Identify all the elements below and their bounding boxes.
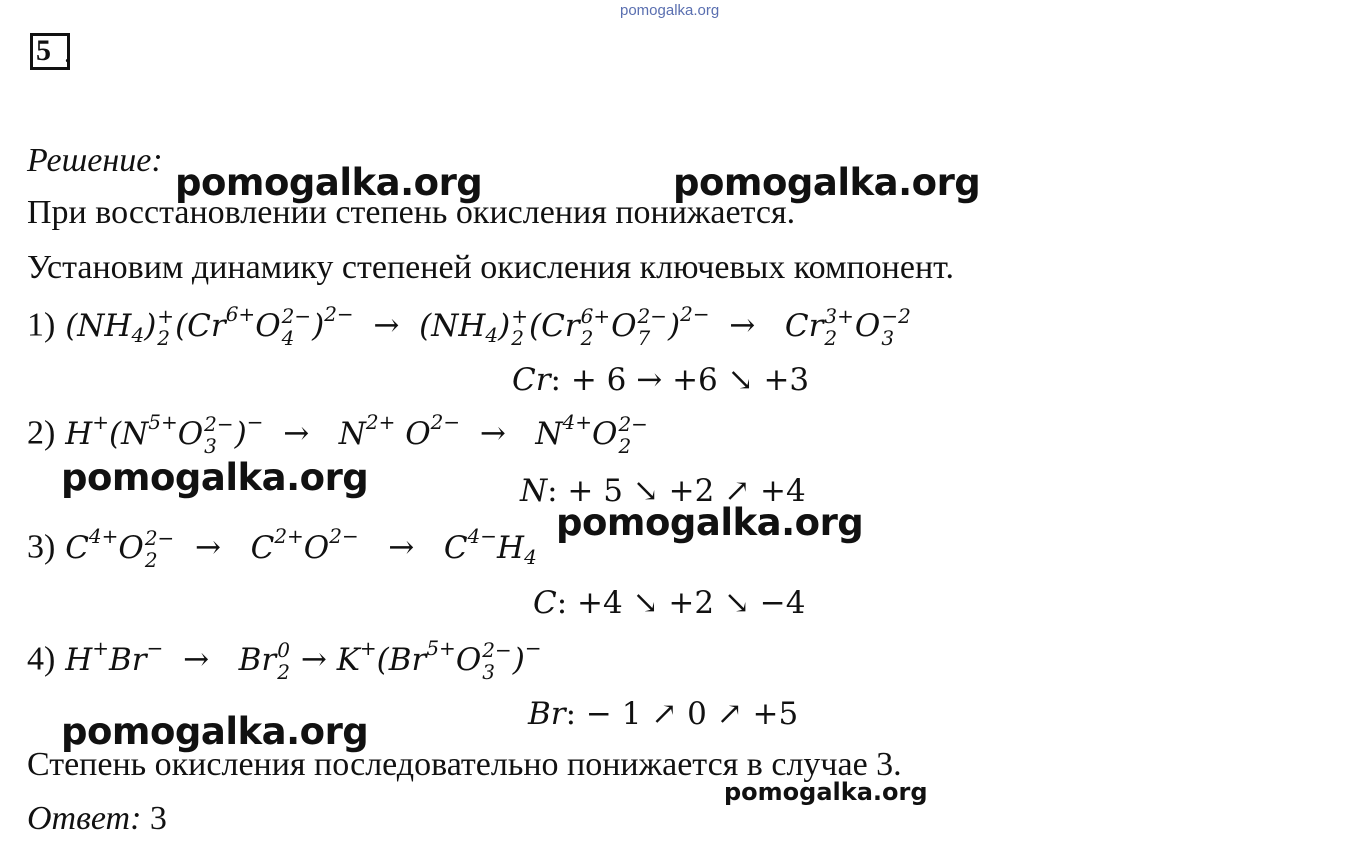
solution-label: Решение: [27, 142, 163, 179]
formula-chromium-oxide: Cr 3+ 2 O −2 3 [784, 304, 911, 350]
formula-ammonium-chromate: $(NH_4)$ + 2 ($Cr^{6+}O$ 2− 4 )$^{2-}$ [65, 301, 354, 350]
formula-nitric-acid: $H^+(N^{5+}O$ 2− 3 )− [65, 409, 264, 458]
conclusion-text: Степень окисления последовательно понижается в случае 3. [27, 746, 902, 783]
case-label-4: 4) [27, 640, 56, 678]
answer-value: 3 [149, 800, 167, 837]
formula-hydrobromic-acid: H+Br− [65, 635, 164, 678]
dynamics-element-3: C [533, 585, 557, 621]
text-line-dynamics: Установим динамику степеней окисления ключевых компонент. [27, 249, 954, 286]
dynamics-sequence-1: : + 6 → +6 ↘ +3 [550, 362, 810, 398]
formula-bromine: Br 0 2 [238, 638, 290, 684]
answer-label: Ответ: [27, 800, 142, 837]
formula-carbon-dioxide: $C^{4+}O$ 2− 2 [65, 523, 175, 572]
watermark: pomogalka.org [61, 710, 369, 753]
answer-line [27, 800, 167, 838]
dynamics-element-2: N [520, 473, 548, 509]
formula-methane: $C^{4-}H_4$ [443, 523, 537, 569]
equation-case-1: 1) $(NH_4)$ + 2 ($Cr^{6+}O$ 2− 4 )$^{2-} \to (NH_4)$ + 2 (Cr 6+ 2 O 2− 7 )$^{2-}$ → Cr 3+ 2 O −2 3 [27, 301, 911, 350]
formula-carbon-monoxide: $C^{2+}O^{2-}$ [250, 523, 359, 566]
dynamics-case-1 [512, 362, 809, 398]
watermark: pomogalka.org [673, 161, 981, 204]
formula-potassium-bromate: $K^+(Br^{5+}O$ 2− 3 )− [336, 635, 542, 684]
dynamics-sequence-3: : +4 ↘ +2 ↘ −4 [556, 585, 806, 621]
case-label-2: 2) [27, 414, 56, 452]
task-number-dot: . [64, 38, 71, 69]
watermark: pomogalka.org [556, 501, 864, 544]
watermark: pomogalka.org [724, 778, 928, 806]
formula-nitrogen-dioxide: $N^{4+}O$ 2− 2 [535, 409, 648, 458]
dynamics-element-4: Br [528, 696, 566, 732]
equation-case-3: 3) $C^{4+}O$ 2− 2 → $C^{2+}O^{2-} \to C^{4-}H_4$ [27, 523, 537, 572]
formula-ammonium-dichromate: $(NH_4)$ + 2 (Cr 6+ 2 O 2− 7 )$^{2-}$ [419, 301, 710, 350]
watermark-top: pomogalka.org [620, 2, 720, 19]
dynamics-sequence-4: : − 1 ↗ 0 ↗ +5 [565, 696, 799, 732]
watermark: pomogalka.org [175, 161, 483, 204]
case-label-3: 3) [27, 528, 56, 566]
dynamics-element-1: Cr [512, 362, 551, 398]
equation-case-4: 4) H+Br− → Br 0 2 → $K^+(Br^{5+}O$ 2− 3 )− [27, 635, 542, 684]
dynamics-case-3 [533, 585, 806, 621]
watermark: pomogalka.org [61, 456, 369, 499]
dynamics-sequence-2: : + 5 ↘ +2 ↗ +4 [547, 473, 806, 509]
equation-case-2: 2) $H^+(N^{5+}O$ 2− 3 )$^- \to N^{2+}$ $O^{2-} \to N^{4+}O$ 2− 2 [27, 409, 648, 458]
case-label-1: 1) [27, 306, 56, 344]
formula-nitrogen-monoxide: $N^{2+}$ $O^{2-}$ [338, 409, 461, 452]
dynamics-case-4 [528, 696, 798, 732]
text-line-reduction: При восстановлении степень окисления понижается. [27, 194, 796, 231]
task-number: 5 [36, 34, 51, 67]
